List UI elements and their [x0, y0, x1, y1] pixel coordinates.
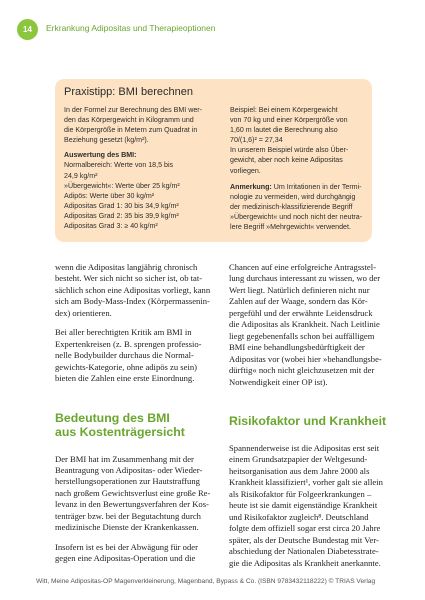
text-line: In unserem Beispiel würde also Über-: [230, 146, 349, 155]
text-line: Der BMI hat im Zusammenhang mit der: [55, 453, 194, 464]
praxistipp-box: [55, 79, 372, 242]
left-paragraph-3: [55, 454, 226, 534]
section-heading-bmi: [55, 411, 226, 439]
text-line: 24,9 kg/m²: [64, 171, 98, 180]
text-line: besteht. Wer sich nicht so sicher ist, ob tat-: [55, 273, 203, 284]
text-line: heute ist sie damit eigenständige Krankheit: [229, 500, 378, 511]
text-line: Krankheit klassifiziert¹, vorher galt sie allein: [229, 477, 383, 488]
text-line: gewichts-Kategorie, ohne adipös zu sein): [55, 361, 197, 372]
text-line: tenträger bzw. bei der Begutachtung durch: [55, 510, 201, 521]
box-title: Praxistipp: BMI berechnen: [64, 86, 194, 98]
left-paragraph-4: [55, 542, 226, 565]
text-line: dex) orientieren.: [55, 307, 112, 318]
text-line: Zahlen auf der Waage, sondern das Kör-: [229, 296, 368, 307]
text-line: einem Grundsatzpapier der Weltgesund-: [229, 454, 368, 465]
text-line: Anmerkung: Um Irritationen in der Termi-: [230, 182, 362, 191]
text-line: Beispiel: Bei einem Körpergewicht: [230, 106, 338, 114]
text-line: Notwendigkeit einer OP ist).: [229, 376, 328, 387]
terminology-note: [230, 182, 366, 232]
text-line: Chancen auf eine erfolgreiche Antragsstel-: [229, 262, 376, 272]
text-line: später, als der Deutsche Bundestag mit Ver-: [229, 534, 379, 545]
text-line: liegt gegebenenfalls schon bei auffälligem: [229, 330, 375, 341]
text-line: abschiedung der Nationalen Diabetesstrate-: [229, 546, 379, 557]
text-line: Bei aller berechtigten Kritik am BMI in: [55, 327, 192, 338]
text-line: medizinische Dienste der Krankenkassen.: [55, 522, 199, 533]
text-line: sich am Body-Mass-Index (Körpermassenin-: [55, 296, 210, 307]
text-line: Adipositas Grad 1: 30 bis 34,9 kg/m²: [64, 201, 179, 210]
text-line: gie die Adipositas als Krankheit anerkannte.: [229, 557, 381, 568]
text-line: In der Formel zur Berechnung des BMI wer-: [64, 106, 202, 114]
text-line: Adipös: Werte über 30 kg/m²: [64, 191, 155, 200]
box-left-column: [64, 105, 212, 231]
text-line: die Körpergröße in Metern zum Quadrat in: [64, 126, 198, 135]
box-intro: [64, 105, 212, 145]
text-line: 70/(1,6)² = 27,34: [230, 136, 283, 145]
text-line: nologie zu vermeiden, wird durchgängig: [230, 192, 356, 201]
text-line: Bedeutung des BMI: [55, 410, 170, 425]
text-line: den das Körpergewicht in Kilogramm und: [64, 116, 194, 125]
text-line: pergefühl und der erwähnte Leidensdruck: [229, 307, 373, 318]
text-line: als Risikofaktor für Folgeerkrankungen –: [229, 488, 372, 499]
text-line: Wert liegt. Natürlich definieren nicht nur: [229, 284, 370, 295]
text-line: nach großem Gewichtsverlust eine große Re-: [55, 487, 211, 498]
text-line: nelle Bodybuilder durchaus die Normal-: [55, 350, 194, 361]
text-line: Adipositas vor (wobei hier »behandlungsbe-: [229, 353, 382, 364]
text-line: Spannenderweise ist die Adipositas erst seit: [229, 442, 380, 453]
left-column: [55, 262, 226, 565]
text-line: Normalbereich: Werte von 18,5 bis: [64, 161, 174, 170]
right-column: [229, 262, 400, 569]
right-paragraph-2: [229, 443, 400, 569]
text-line: BMI eine behandlungsbedürftigkeit der: [229, 342, 365, 353]
text-line: der medizinisch-klassifizierende Begriff: [230, 202, 353, 211]
text-line: folgte dem offiziell sogar erst circa 20 Jahre: [229, 523, 381, 534]
text-line: Adipositas Grad 3: ≥ 40 kg/m²: [64, 222, 158, 231]
page-number-badge: 14: [17, 19, 38, 40]
text-line: levanz in den Bewertungsverfahren der Kos-: [55, 499, 209, 510]
text-line: aus Kostenträgersicht: [55, 424, 185, 439]
text-line: gegen eine Adipositas-Operation und die: [55, 553, 196, 564]
text-line: Expertenkreisen (z. B. sprengen professio-: [55, 338, 202, 349]
text-line: sächlich schon eine Adipositas vorliegt, kann: [55, 284, 211, 295]
text-line: von 70 kg und einer Körpergröße von: [230, 116, 348, 125]
text-line: vorliegen.: [230, 166, 261, 175]
text-line: Beziehung gesetzt (kg/m²).: [64, 136, 149, 145]
text-line: Adipositas Grad 2: 35 bis 39,9 kg/m²: [64, 211, 179, 220]
bmi-evaluation-heading: Auswertung des BMI:: [64, 151, 137, 160]
right-paragraph-1: [229, 262, 400, 388]
running-head: Erkrankung Adipositas und Therapieoptionen: [46, 23, 216, 33]
text-line: gewicht, aber noch keine Adipositas: [230, 156, 343, 165]
text-line: die Adipositas als Krankheit. Nach Leitlinie: [229, 319, 380, 330]
page-footer: Witt, Meine Adipositas-OP Magenverkleinerung, Magenband, Bypass & Co. (ISBN 9783432118222) © TRIAS Verlag: [36, 578, 376, 585]
bmi-category-list: [64, 160, 212, 231]
bmi-example: [230, 105, 366, 176]
text-line: 1,60 m lautet die Berechnung also: [230, 126, 338, 135]
box-right-column: [230, 105, 366, 232]
text-line: und Risikofaktor zugleich⁸. Deutschland: [229, 511, 369, 522]
text-line: Beantragung von Adipositas- oder Wieder-: [55, 464, 203, 475]
left-paragraph-1: [55, 262, 226, 319]
text-line: »Übergewicht« und noch nicht der neutra-: [230, 212, 363, 221]
text-line: lere Begriff »Mehrgewicht« verwendet.: [230, 223, 351, 232]
text-line: »Übergewicht«: Werte über 25 kg/m²: [64, 181, 180, 190]
text-line: wenn die Adipositas langjährig chronisch: [55, 262, 198, 272]
text-line: dürftig« noch nicht gleichzusetzen mit der: [229, 365, 375, 376]
text-line: heitsorganisation aus dem Jahre 2000 als: [229, 465, 370, 476]
section-heading-risiko: [229, 414, 400, 428]
text-line: Risikofaktor und Krankheit: [229, 413, 387, 428]
text-line: herstellungsoperationen zur Hautstraffung: [55, 476, 200, 487]
text-line: Insofern ist es bei der Abwägung für oder: [55, 541, 198, 552]
text-line: bieten die Zahlen eine erste Einordnung.: [55, 373, 195, 384]
left-paragraph-2: [55, 327, 226, 384]
text-line: lung durchaus interessant zu wissen, wo der: [229, 273, 381, 284]
